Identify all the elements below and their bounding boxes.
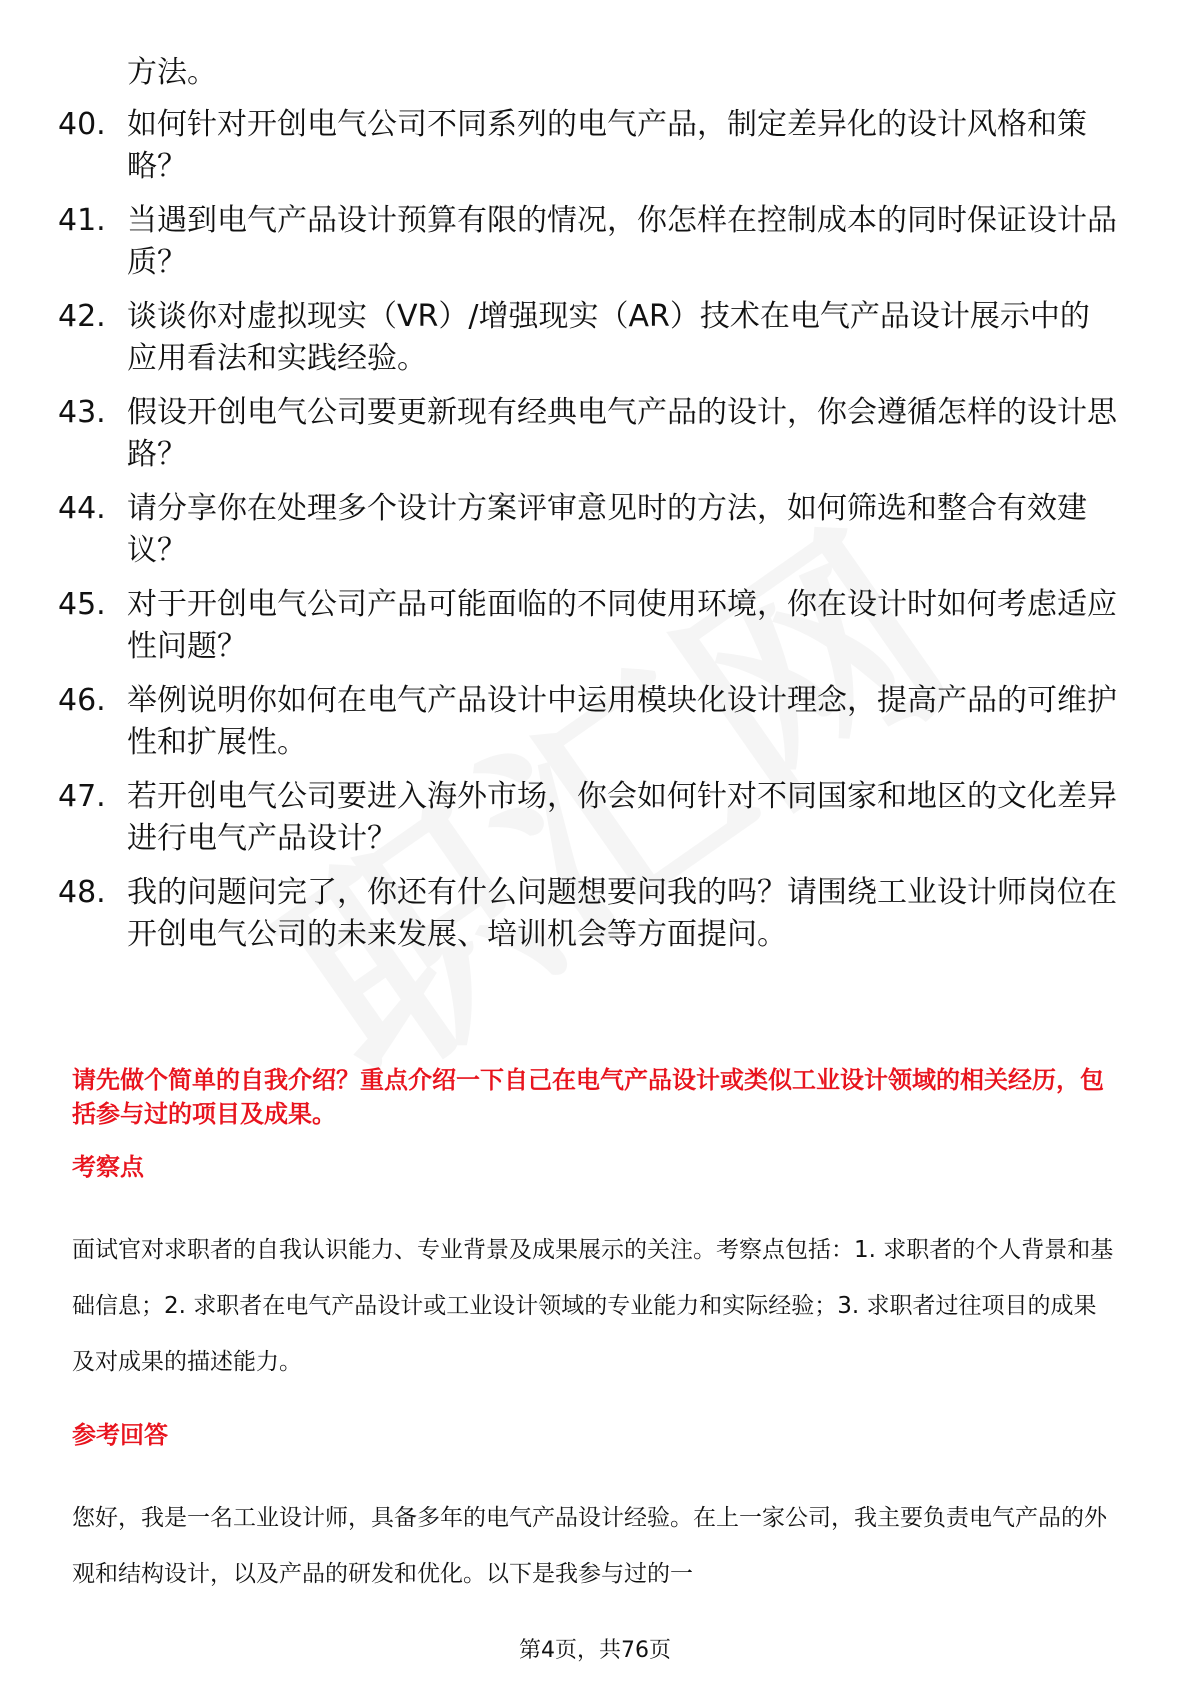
question-item — [58, 392, 1118, 476]
focus-heading: 考察点 — [72, 1153, 144, 1181]
answer-heading: 参考回答 — [72, 1421, 168, 1449]
question-item — [58, 584, 1118, 668]
question-item — [58, 104, 1118, 188]
question-text: 如何针对开创电气公司不同系列的电气产品，制定差异化的设计风格和策略？ — [127, 107, 1087, 184]
question-text: 若开创电气公司要进入海外市场，你会如何针对不同国家和地区的文化差异进行电气产品设计？ — [127, 779, 1117, 856]
question-number: 48. — [58, 875, 106, 910]
question-number: 46. — [58, 683, 106, 718]
focus-paragraph: 面试官对求职者的自我认识能力、专业背景及成果展示的关注。考察点包括：1. 求职者的个人背景和基础信息；2. 求职者在电气产品设计或工业设计领域的专业能力和实际经验；3. 求职者过往项目的成果及对成果的描述能力。 — [72, 1237, 1114, 1375]
question-text: 我的问题问完了，你还有什么问题想要问我的吗？请围绕工业设计师岗位在开创电气公司的未来发展、培训机会等方面提问。 — [127, 875, 1117, 952]
question-number: 43. — [58, 395, 106, 430]
question-number: 40. — [58, 107, 106, 142]
question-item — [58, 872, 1118, 956]
question-text: 请分享你在处理多个设计方案评审意见时的方法，如何筛选和整合有效建议？ — [127, 491, 1087, 568]
page-footer: 第4页，共76页 — [519, 1638, 671, 1663]
question-text: 谈谈你对虚拟现实（VR）/增强现实（AR）技术在电气产品设计展示中的应用看法和实践经验。 — [127, 299, 1090, 376]
highlight-question: 请先做个简单的自我介绍？重点介绍一下自己在电气产品设计或类似工业设计领域的相关经历，包括参与过的项目及成果。 — [72, 1066, 1104, 1128]
question-text: 当遇到电气产品设计预算有限的情况，你怎样在控制成本的同时保证设计品质？ — [127, 203, 1117, 280]
answer-paragraph: 您好，我是一名工业设计师，具备多年的电气产品设计经验。在上一家公司，我主要负责电气产品的外观和结构设计，以及产品的研发和优化。以下是我参与过的一 — [72, 1505, 1107, 1587]
question-number: 45. — [58, 587, 106, 622]
question-item — [58, 200, 1118, 284]
question-number: 44. — [58, 491, 106, 526]
question-number: 42. — [58, 299, 106, 334]
question-number: 41. — [58, 203, 106, 238]
question-item — [58, 488, 1118, 572]
question-text: 举例说明你如何在电气产品设计中运用模块化设计理念，提高产品的可维护性和扩展性。 — [127, 683, 1117, 760]
continuation-text: 方法。 — [127, 55, 217, 90]
question-number: 47. — [58, 779, 106, 814]
question-item — [58, 680, 1118, 764]
question-item — [58, 296, 1118, 380]
question-text: 假设开创电气公司要更新现有经典电气产品的设计，你会遵循怎样的设计思路？ — [127, 395, 1117, 472]
question-text: 对于开创电气公司产品可能面临的不同使用环境，你在设计时如何考虑适应性问题？ — [127, 587, 1117, 664]
question-item — [58, 776, 1118, 860]
